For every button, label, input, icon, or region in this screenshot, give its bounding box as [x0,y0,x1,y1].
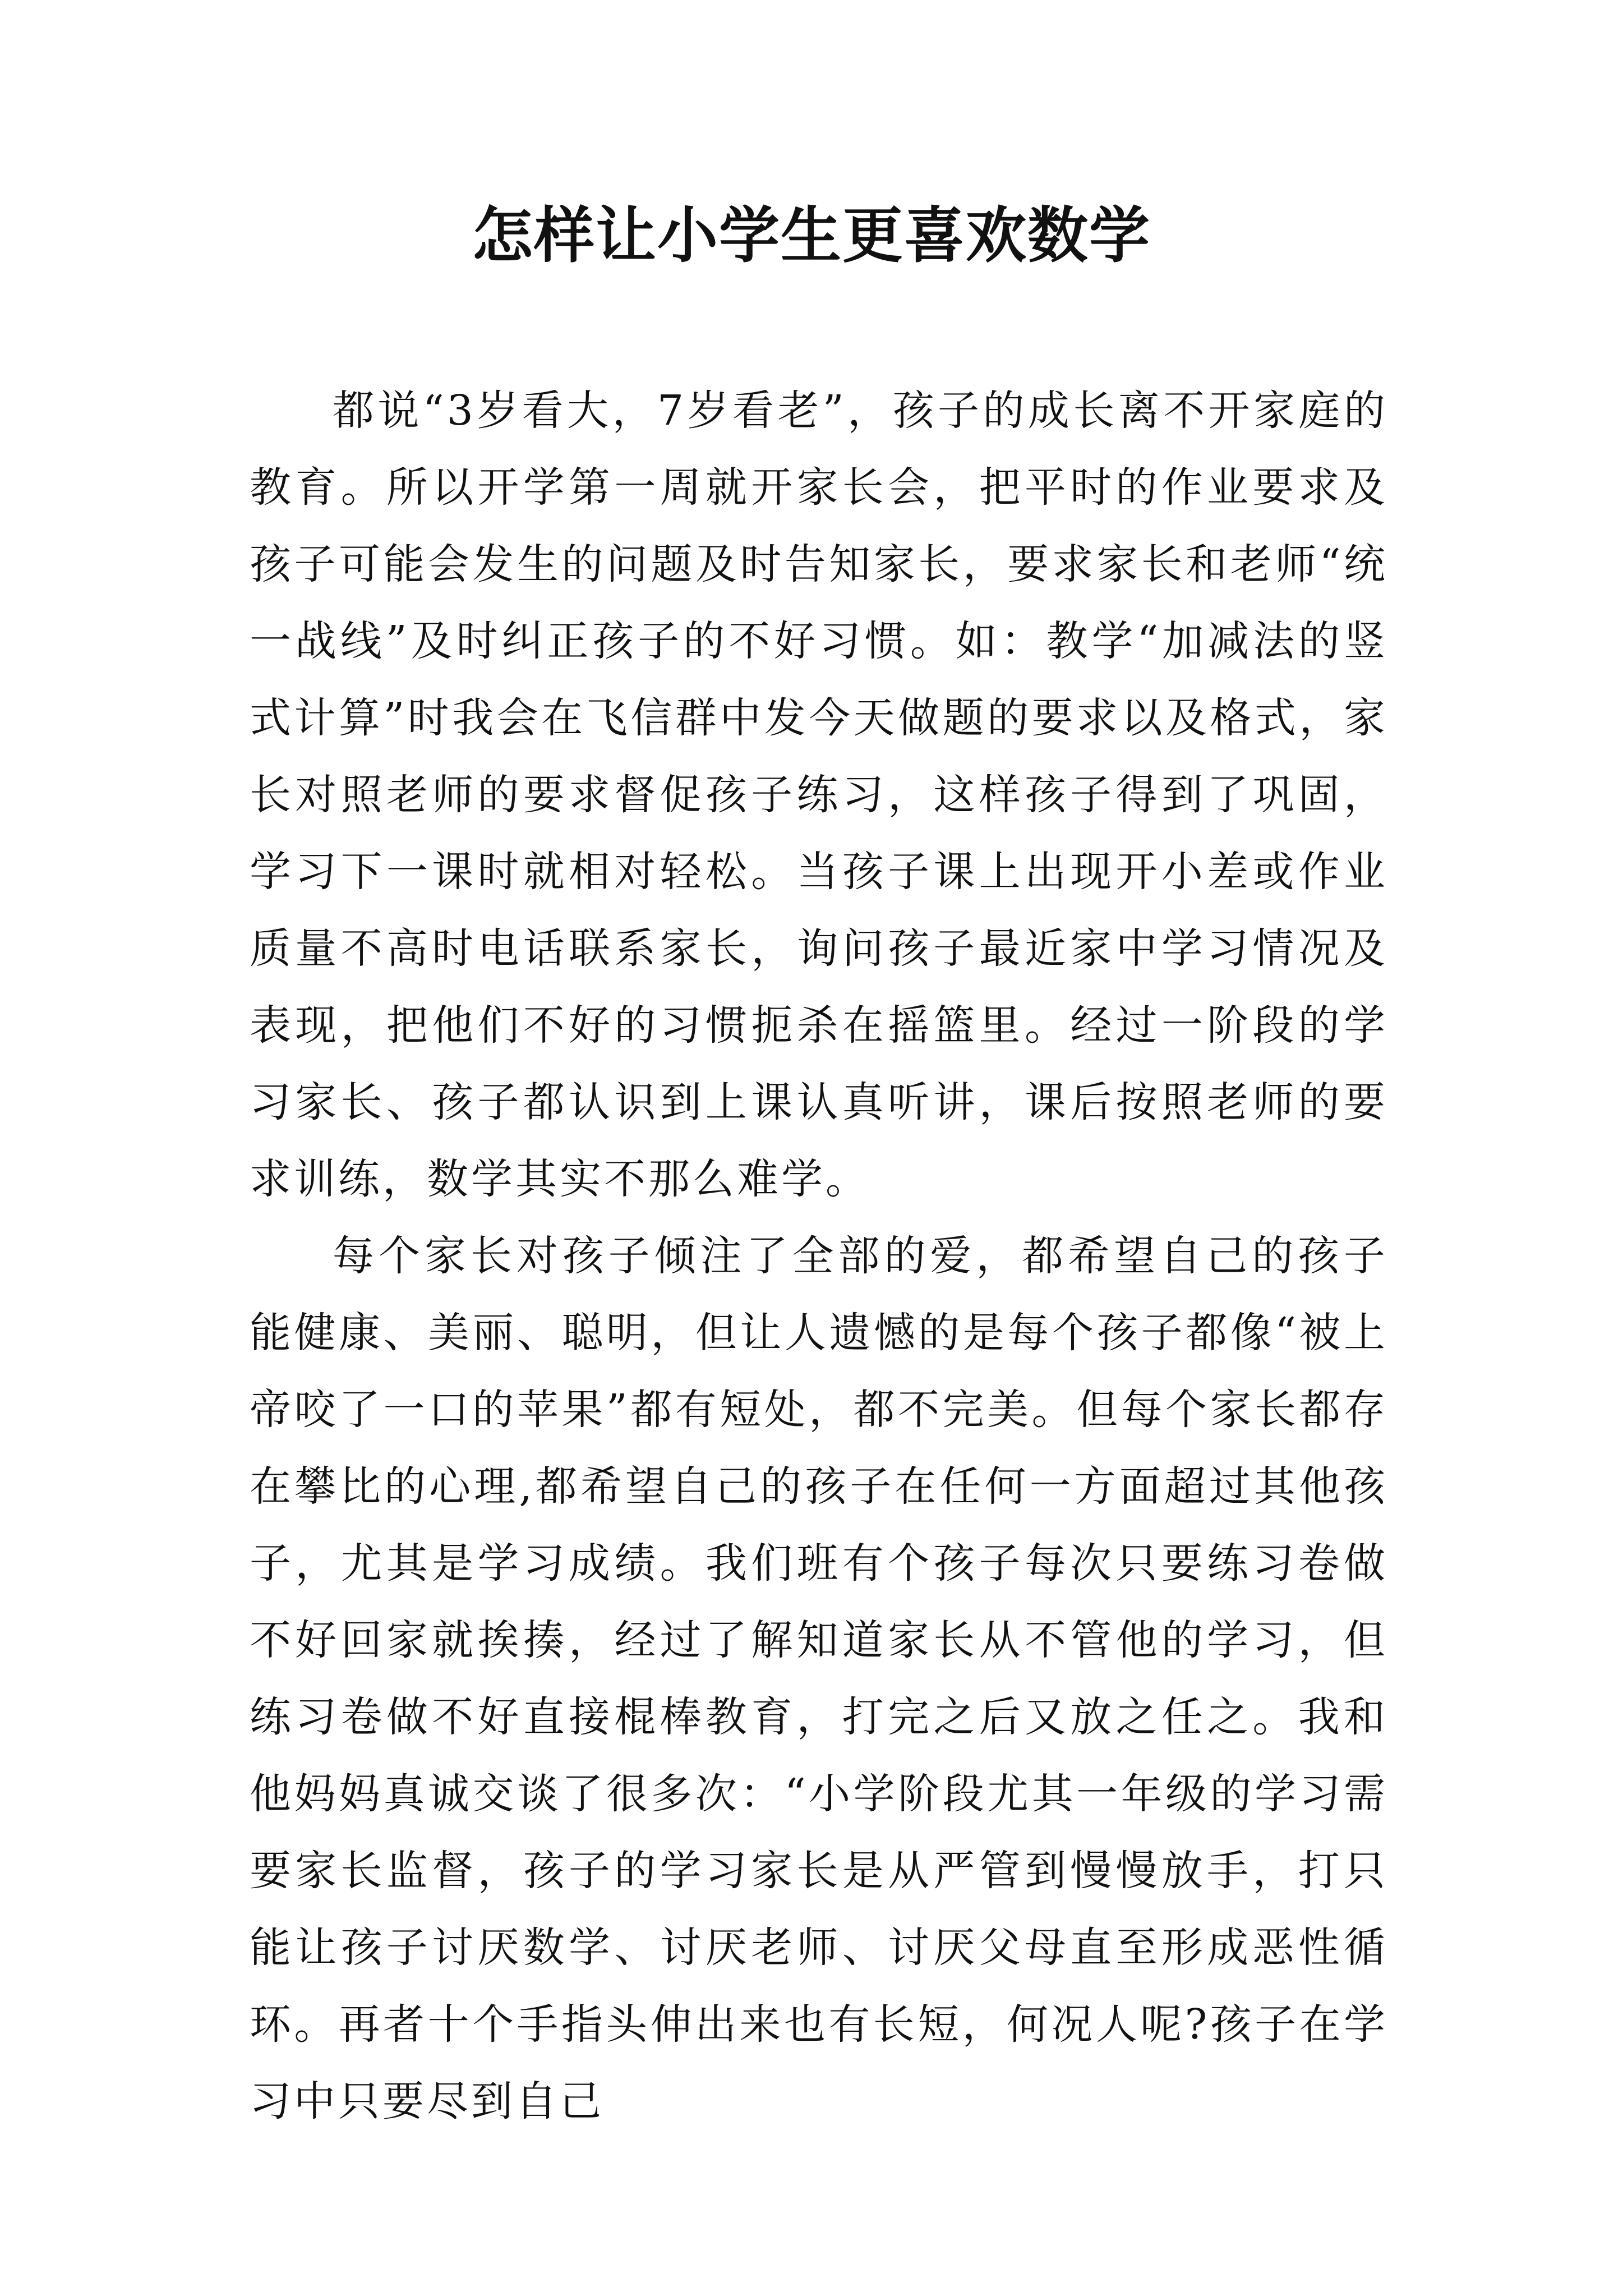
paragraph-2: 每个家长对孩子倾注了全部的爱，都希望自己的孩子能健康、美丽、聪明，但让人遗憾的是每个孩子都像“被上帝咬了一口的苹果”都有短处，都不完美。但每个家长都存在攀比的心理,都希望自己的孩子在任何一方面超过其他孩子，尤其是学习成绩。我们班有个孩子每次只要练习卷做不好回家就挨揍，经过了解知道家长从不管他的学习，但练习卷做不好直接棍棒教育，打完之后又放之任之。我和他妈妈真诚交谈了很多次：“小学阶段尤其一年级的学习需要家长监督，孩子的学习家长是从严管到慢慢放手，打只能让孩子讨厌数学、讨厌老师、讨厌父母直至形成恶性循环。再者十个手指头伸出来也有长短，何况人呢?孩子在学习中只要尽到自己 [250,1232,1388,2125]
document-title: 怎样让小学生更喜欢数学 [472,200,1151,271]
document-body [250,372,1388,2140]
paragraph-1: 都说“3岁看大，7岁看老”，孩子的成长离不开家庭的教育。所以开学第一周就开家长会，把平时的作业要求及孩子可能会发生的问题及时告知家长，要求家长和老师“统一战线”及时纠正孩子的不好习惯。如：教学“加减法的竖式计算”时我会在飞信群中发今天做题的要求以及格式，家长对照老师的要求督促孩子练习，这样孩子得到了巩固，学习下一课时就相对轻松。当孩子课上出现开小差或作业质量不高时电话联系家长，询问孩子最近家中学习情况及表现，把他们不好的习惯扼杀在摇篮里。经过一阶段的学习家长、孩子都认识到上课认真听讲，课后按照老师的要求训练，数学其实不那么难学。 [250,386,1388,1203]
